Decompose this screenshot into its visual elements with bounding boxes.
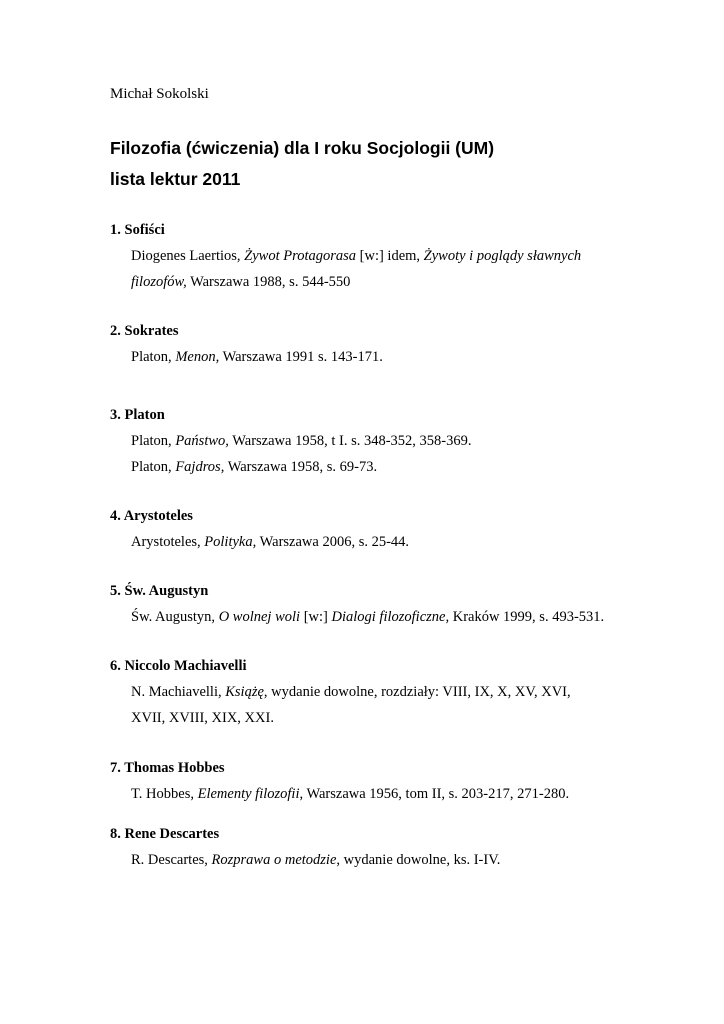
section-heading: 7. Thomas Hobbes [110, 760, 225, 776]
document-title: Filozofia (ćwiczenia) dla I roku Socjologii (UM) [110, 138, 495, 158]
entry-text: R. Descartes, [131, 852, 212, 868]
document-subtitle: lista lektur 2011 [110, 169, 241, 189]
entry-title: O wolnej woli [218, 609, 301, 625]
entry-text: Platon, [131, 433, 176, 449]
entry-text: T. Hobbes, [131, 786, 198, 802]
author-name: Michał Sokolski [110, 86, 209, 102]
section-heading: 5. Św. Augustyn [110, 583, 209, 599]
section-heading: 6. Niccolo Machiavelli [110, 658, 247, 674]
entry-title: Rozprawa o metodzie [211, 852, 337, 868]
entry-text: , wydanie dowolne, ks. I-IV. [336, 852, 501, 868]
entry-title: Elementy filozofii [197, 786, 300, 802]
reading-entry [110, 428, 472, 454]
section-heading: 2. Sokrates [110, 323, 179, 339]
reading-entry-continuation [110, 269, 581, 295]
entry-text: Warszawa 1958, s. 69-73. [224, 459, 378, 475]
entry-text: [w:] idem, [356, 248, 424, 264]
entry-text: , wydanie dowolne, rozdziały: VIII, IX, X, XV, XVI, [263, 684, 571, 700]
section-hobbes [110, 755, 569, 807]
entry-title: filozofów, [131, 274, 187, 290]
entry-title: Menon, [175, 349, 220, 365]
reading-entry-continuation [110, 705, 571, 731]
section-arystoteles [110, 503, 409, 555]
section-platon [110, 402, 472, 480]
entry-text: Arystoteles, [131, 534, 205, 550]
entry-title: Państwo, [175, 433, 229, 449]
section-sokrates [110, 318, 383, 370]
reading-entry [110, 243, 581, 269]
entry-text: N. Machiavelli, [131, 684, 226, 700]
entry-title: Żywot Protagorasa [244, 248, 357, 264]
section-augustyn [110, 578, 604, 630]
entry-text: Diogenes Laertios, [131, 248, 245, 264]
reading-entry [110, 604, 604, 630]
reading-entry [110, 454, 472, 480]
reading-entry [110, 781, 569, 807]
reading-entry [110, 679, 571, 705]
entry-text: XVII, XVIII, XIX, XXI. [131, 710, 274, 726]
entry-title: Żywoty i poglądy sławnych [423, 248, 582, 264]
reading-entry [110, 344, 383, 370]
entry-title: Fajdros, [175, 459, 225, 475]
section-machiavelli [110, 653, 571, 731]
entry-text: Platon, [131, 349, 176, 365]
entry-text: Warszawa 1988, s. 544-550 [186, 274, 351, 290]
entry-title: Polityka, [204, 534, 257, 550]
section-heading: 1. Sofiści [110, 222, 165, 238]
section-descartes [110, 821, 500, 873]
entry-title: Dialogi filozoficzne, [331, 609, 450, 625]
reading-entry [110, 847, 500, 873]
entry-text: Św. Augustyn, [131, 609, 219, 625]
entry-text: , Warszawa 1956, tom II, s. 203-217, 271-280. [299, 786, 570, 802]
section-sofisci [110, 217, 581, 295]
entry-text: Kraków 1999, s. 493-531. [449, 609, 605, 625]
entry-text: Platon, [131, 459, 176, 475]
entry-title: Książę [225, 684, 264, 700]
entry-text: [w:] [300, 609, 332, 625]
reading-entry [110, 529, 409, 555]
section-heading: 8. Rene Descartes [110, 826, 220, 842]
section-heading: 4. Arystoteles [110, 508, 193, 524]
entry-text: Warszawa 1958, t I. s. 348-352, 358-369. [228, 433, 472, 449]
section-heading: 3. Platon [110, 407, 165, 423]
entry-text: Warszawa 2006, s. 25-44. [256, 534, 410, 550]
entry-text: Warszawa 1991 s. 143-171. [219, 349, 383, 365]
